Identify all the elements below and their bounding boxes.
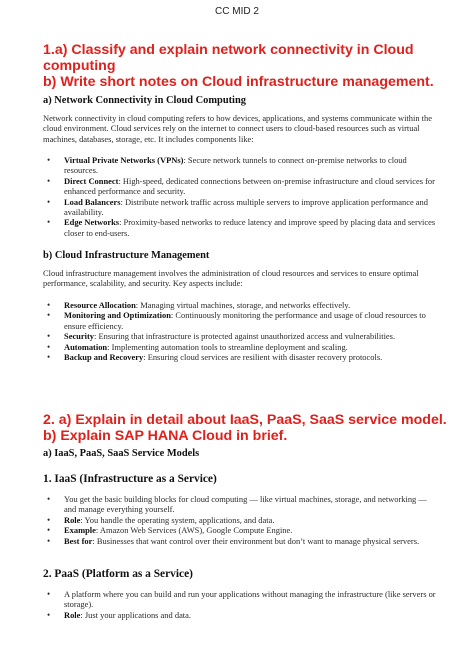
list-item-term: Load Balancers bbox=[64, 196, 121, 207]
subheading-infrastructure-management: b) Cloud Infrastructure Management bbox=[43, 250, 210, 261]
list-item-term: Backup and Recovery bbox=[64, 352, 144, 363]
list-item bbox=[43, 515, 441, 525]
list-item-text: : Ensuring that infrastructure is protected against unauthorized access and vulnerabilities. bbox=[94, 331, 396, 342]
list-item-term: Example bbox=[64, 525, 96, 536]
subheading-service-models: a) IaaS, PaaS, SaaS Service Models bbox=[43, 448, 200, 459]
list-item bbox=[43, 536, 441, 546]
section-1-title-line-3: b) Write short notes on Cloud infrastructure management. bbox=[43, 74, 434, 90]
list-item bbox=[43, 331, 441, 341]
list-item-term: Edge Networks bbox=[64, 217, 120, 228]
bullet-icon: • bbox=[47, 196, 51, 207]
bullet-icon: • bbox=[47, 494, 51, 504]
bullet-icon: • bbox=[47, 175, 51, 186]
list-item-term: Monitoring and Optimization bbox=[64, 310, 171, 321]
section-2-heading bbox=[43, 412, 454, 444]
list-item-text: : Continuously monitoring the performance and usage of cloud resources to ensure efficiency. bbox=[64, 310, 426, 331]
bullet-icon: • bbox=[47, 589, 51, 599]
bullet-icon: • bbox=[47, 300, 51, 310]
list-item-text: : Businesses that want control over their environment but don’t want to manage physical servers. bbox=[92, 535, 420, 546]
list-item-text: : High-speed, dedicated connections between on-premise infrastructure and cloud services for enhanced performance and security. bbox=[64, 175, 435, 197]
bullet-icon: • bbox=[47, 155, 51, 165]
list-item-text: : Managing virtual machines, storage, and networks effectively. bbox=[135, 300, 351, 310]
list-paas bbox=[43, 589, 441, 620]
list-item bbox=[43, 494, 441, 515]
list-item-text: : Ensuring cloud services are resilient with disaster recovery protocols. bbox=[143, 352, 383, 363]
subheading-network-connectivity: a) Network Connectivity in Cloud Computing bbox=[43, 95, 246, 106]
page-header: CC MID 2 bbox=[215, 6, 259, 17]
bullet-icon: • bbox=[47, 341, 51, 352]
list-item-term: Direct Connect bbox=[64, 175, 119, 186]
list-item-term: Role bbox=[64, 514, 81, 525]
list-item-text: You get the basic building blocks for cloud computing — like virtual machines, storage, and networking — and manage everything yourself. bbox=[64, 494, 427, 515]
list-item bbox=[43, 525, 441, 535]
heading-iaas: 1. IaaS (Infrastructure as a Service) bbox=[43, 473, 217, 485]
list-item-term: Role bbox=[64, 609, 81, 620]
list-item-text: : Distribute network traffic across multiple servers to improve application performance and availability. bbox=[64, 196, 428, 218]
bullet-icon: • bbox=[47, 310, 51, 321]
list-infrastructure-aspects bbox=[43, 300, 441, 362]
list-item bbox=[43, 155, 441, 176]
list-network-components bbox=[43, 155, 441, 238]
list-iaas bbox=[43, 494, 441, 546]
list-item-text: : Implementing automation tools to streamline deployment and scaling. bbox=[107, 341, 348, 352]
paragraph-infrastructure-management: Cloud infrastructure management involves the administration of cloud resources and services to ensure optimal performance, scalability, and security. Key aspects include: bbox=[43, 268, 419, 289]
list-item-text: A platform where you can build and run your applications without managing the infrastructure (like servers or storage). bbox=[64, 589, 436, 610]
list-item bbox=[43, 589, 441, 610]
list-item-text: : Secure network tunnels to connect on-premise networks to cloud resources. bbox=[64, 155, 407, 176]
bullet-icon: • bbox=[47, 609, 51, 620]
list-item-term: Security bbox=[64, 331, 94, 342]
bullet-icon: • bbox=[47, 514, 51, 525]
list-item-text: : Just your applications and data. bbox=[80, 609, 192, 620]
list-item bbox=[43, 176, 441, 197]
section-1-title-line-2: computing bbox=[43, 58, 116, 74]
bullet-icon: • bbox=[47, 535, 51, 546]
bullet-icon: • bbox=[47, 217, 51, 228]
bullet-icon: • bbox=[47, 352, 51, 363]
list-item-text: : Amazon Web Services (AWS), Google Compute Engine. bbox=[95, 525, 293, 536]
list-item-term: Resource Allocation bbox=[64, 300, 136, 310]
list-item-term: Automation bbox=[64, 341, 108, 352]
list-item bbox=[43, 197, 441, 218]
list-item bbox=[43, 610, 441, 620]
list-item bbox=[43, 352, 441, 362]
paragraph-network-connectivity: Network connectivity in cloud computing refers to how devices, applications, and systems communicate within the cloud environment. Cloud services rely on the internet to connect users to cloud-based resources such as virtual machines, databases, storage, etc. It includes components like: bbox=[43, 113, 432, 144]
section-1-title-line-1: 1.a) Classify and explain network connectivity in Cloud bbox=[43, 42, 414, 58]
list-item-text: : You handle the operating system, applications, and data. bbox=[80, 514, 275, 525]
list-item bbox=[43, 217, 441, 238]
list-item-term: Best for bbox=[64, 535, 93, 546]
list-item-term: Virtual Private Networks (VPNs) bbox=[64, 155, 184, 165]
list-item bbox=[43, 310, 441, 331]
list-item bbox=[43, 342, 441, 352]
heading-paas: 2. PaaS (Platform as a Service) bbox=[43, 568, 193, 580]
section-2-title-line-1: 2. a) Explain in detail about IaaS, PaaS, SaaS service model. bbox=[43, 412, 447, 428]
list-item-text: : Proximity-based networks to reduce latency and improve speed by placing data and services closer to end-users. bbox=[64, 217, 436, 238]
bullet-icon: • bbox=[47, 331, 51, 342]
list-item bbox=[43, 300, 441, 310]
section-2-title-line-2: b) Explain SAP HANA Cloud in brief. bbox=[43, 428, 288, 444]
bullet-icon: • bbox=[47, 525, 51, 536]
section-1-heading bbox=[43, 42, 444, 90]
